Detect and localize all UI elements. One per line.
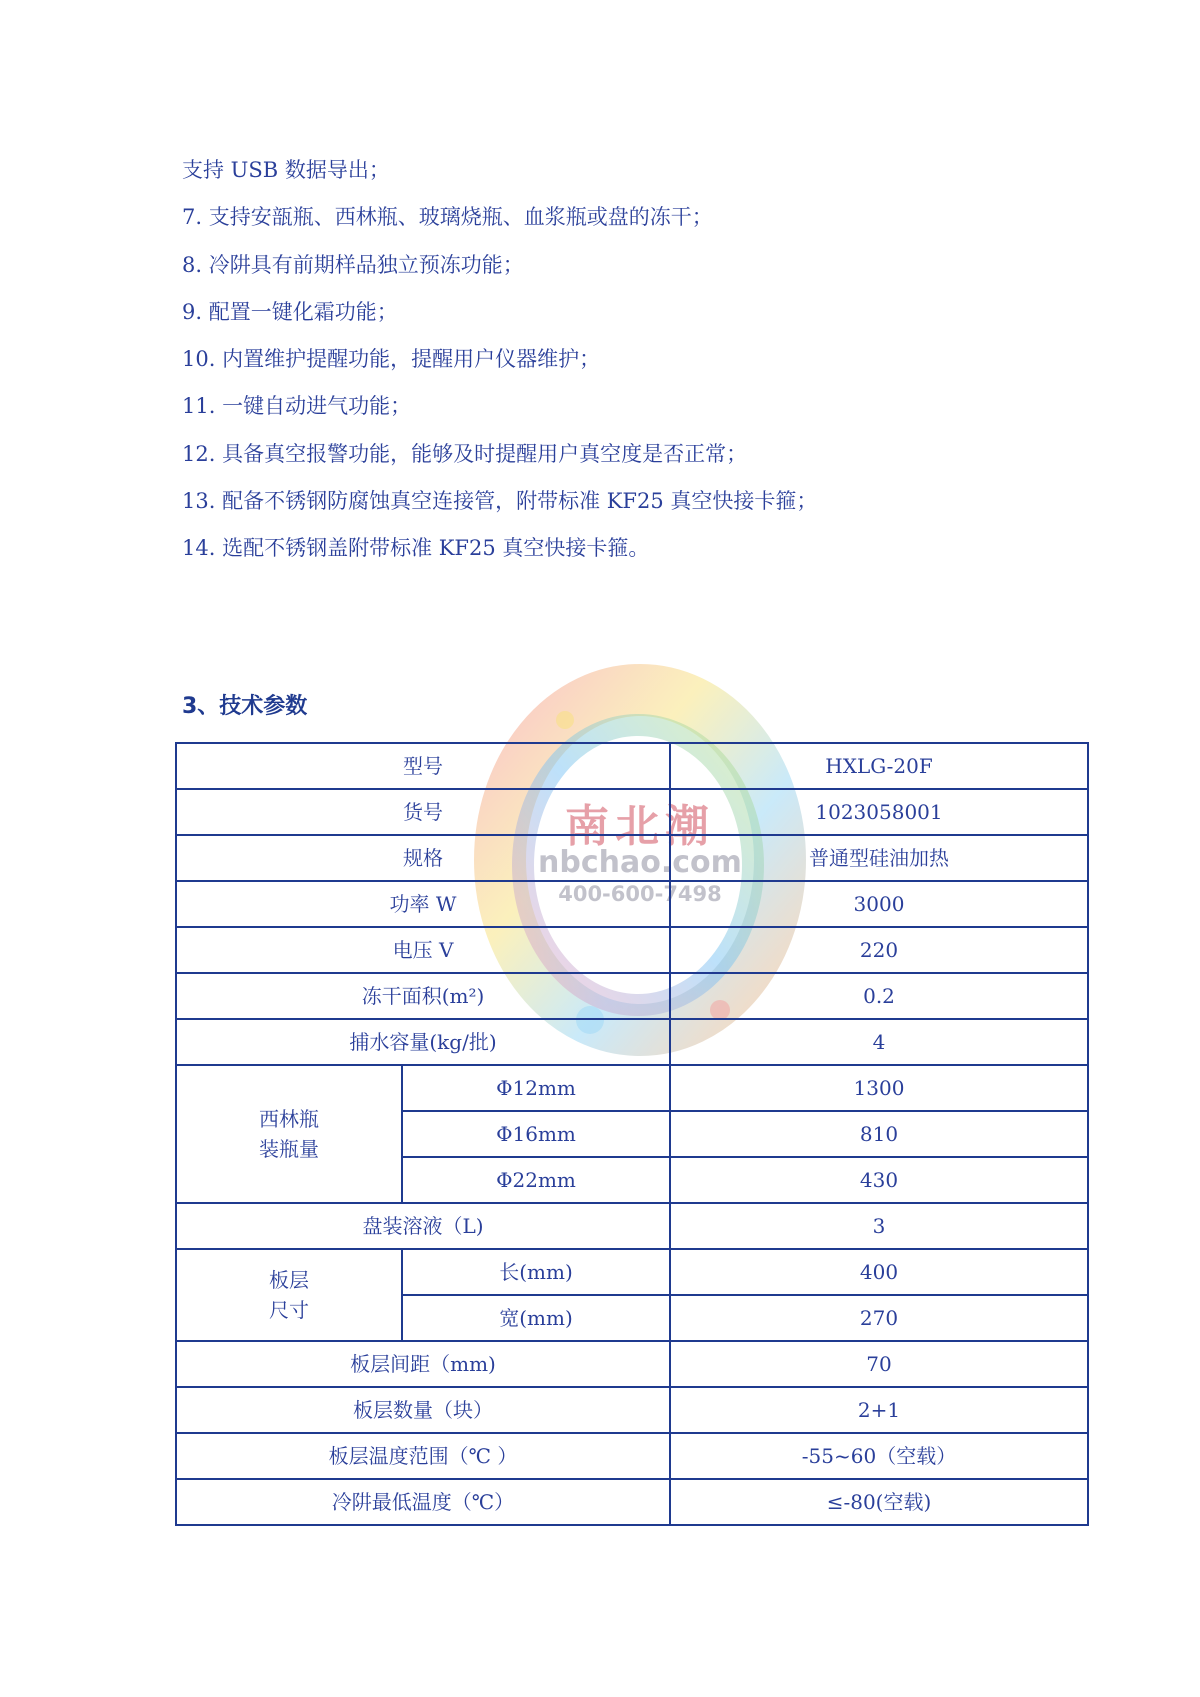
vial-group-label bbox=[176, 1065, 402, 1203]
vial-group-text: 西林瓶 装瓶量 bbox=[259, 1107, 319, 1161]
feature-line-10: 10. 内置维护提醒功能，提醒用户仪器维护； bbox=[182, 347, 601, 372]
table-row bbox=[176, 973, 1088, 1019]
shelf-group-label bbox=[176, 1249, 402, 1341]
table-row bbox=[176, 1479, 1088, 1525]
feature-line-13: 13. 配备不锈钢防腐蚀真空连接管，附带标准 KF25 真空快接卡箍； bbox=[182, 489, 818, 514]
param-value: 1023058001 bbox=[670, 789, 1088, 835]
param-value: 270 bbox=[670, 1295, 1088, 1341]
param-value: 810 bbox=[670, 1111, 1088, 1157]
param-value: 1300 bbox=[670, 1065, 1088, 1111]
table-row bbox=[176, 927, 1088, 973]
table-row bbox=[176, 1249, 1088, 1295]
table-row bbox=[176, 1341, 1088, 1387]
table-row bbox=[176, 881, 1088, 927]
spec-table bbox=[175, 742, 1089, 1526]
feature-line-12: 12. 具备真空报警功能，能够及时提醒用户真空度是否正常； bbox=[182, 441, 748, 466]
table-row bbox=[176, 1387, 1088, 1433]
param-sublabel: Φ16mm bbox=[402, 1111, 670, 1157]
feature-line-11: 11. 一键自动进气功能； bbox=[182, 394, 412, 419]
watermark-site: nbchao.com bbox=[538, 845, 742, 880]
param-label: 型号 bbox=[176, 743, 670, 789]
param-label: 电压 V bbox=[176, 927, 670, 973]
param-sublabel: Φ22mm bbox=[402, 1157, 670, 1203]
table-row bbox=[176, 743, 1088, 789]
param-label: 板层间距（mm) bbox=[176, 1341, 670, 1387]
watermark-phone: 400-600-7498 bbox=[558, 882, 722, 906]
param-value: 0.2 bbox=[670, 973, 1088, 1019]
table-row bbox=[176, 789, 1088, 835]
feature-line-7: 7. 支持安瓿瓶、西林瓶、玻璃烧瓶、血浆瓶或盘的冻干； bbox=[182, 205, 713, 230]
param-value: 普通型硅油加热 bbox=[670, 835, 1088, 881]
feature-line-9: 9. 配置一键化霜功能； bbox=[182, 299, 398, 324]
param-label: 板层温度范围（℃ ） bbox=[176, 1433, 670, 1479]
table-row bbox=[176, 1019, 1088, 1065]
param-value: HXLG-20F bbox=[670, 743, 1088, 789]
param-label: 板层数量（块） bbox=[176, 1387, 670, 1433]
feature-line-14: 14. 选配不锈钢盖附带标准 KF25 真空快接卡箍。 bbox=[182, 536, 650, 561]
param-sublabel: 宽(mm) bbox=[402, 1295, 670, 1341]
param-value: 220 bbox=[670, 927, 1088, 973]
param-sublabel: 长(mm) bbox=[402, 1249, 670, 1295]
table-row bbox=[176, 1065, 1088, 1111]
param-label: 捕水容量(kg/批) bbox=[176, 1019, 670, 1065]
table-row bbox=[176, 835, 1088, 881]
section-title: 3、技术参数 bbox=[182, 694, 308, 719]
feature-line-usb: 支持 USB 数据导出； bbox=[182, 158, 390, 182]
param-value: 4 bbox=[670, 1019, 1088, 1065]
param-value: 3 bbox=[670, 1203, 1088, 1249]
param-label: 冷阱最低温度（℃） bbox=[176, 1479, 670, 1525]
param-value: 400 bbox=[670, 1249, 1088, 1295]
param-sublabel: Φ12mm bbox=[402, 1065, 670, 1111]
param-label: 冻干面积(m²) bbox=[176, 973, 670, 1019]
shelf-group-text: 板层 尺寸 bbox=[269, 1268, 309, 1322]
param-value: 2+1 bbox=[670, 1387, 1088, 1433]
table-row bbox=[176, 1433, 1088, 1479]
param-value: -55~60（空载） bbox=[670, 1433, 1088, 1479]
param-label: 功率 W bbox=[176, 881, 670, 927]
param-value: 430 bbox=[670, 1157, 1088, 1203]
param-value: ≤-80(空载) bbox=[670, 1479, 1088, 1525]
param-value: 70 bbox=[670, 1341, 1088, 1387]
param-value: 3000 bbox=[670, 881, 1088, 927]
table-row bbox=[176, 1203, 1088, 1249]
watermark-brand: 南北潮 bbox=[565, 801, 715, 852]
feature-line-8: 8. 冷阱具有前期样品独立预冻功能； bbox=[182, 252, 524, 277]
param-label: 货号 bbox=[176, 789, 670, 835]
param-label: 规格 bbox=[176, 835, 670, 881]
param-label: 盘装溶液（L) bbox=[176, 1203, 670, 1249]
feature-list bbox=[182, 152, 1082, 578]
